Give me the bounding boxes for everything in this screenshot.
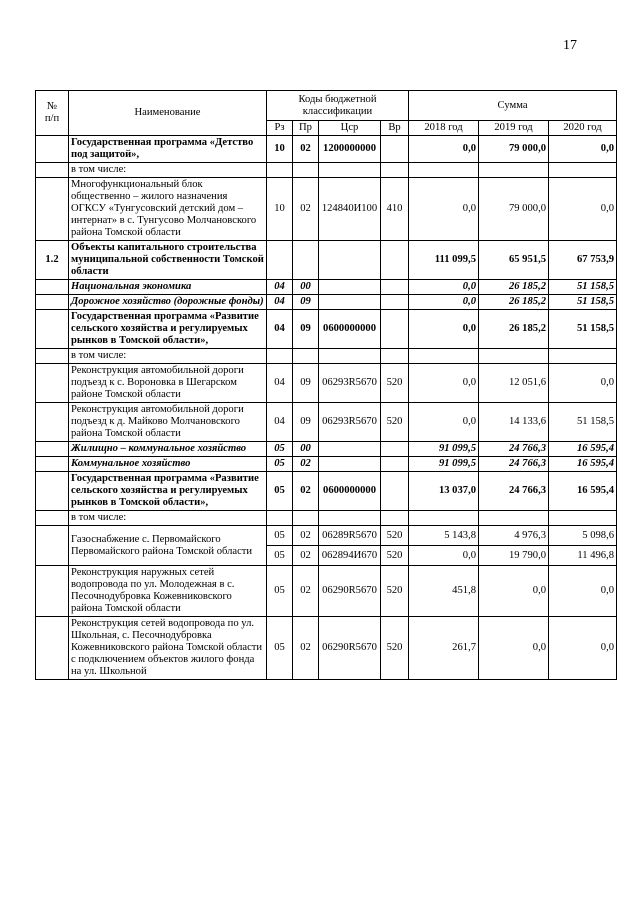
row-rz: 05	[267, 457, 293, 472]
row-name: Объекты капитального строительства муниципальной собственности Томской области	[69, 241, 267, 280]
header-2018: 2018 год	[409, 121, 479, 136]
row-sum-2019: 14 133,6	[479, 403, 549, 442]
row-csr: 0600000000	[319, 472, 381, 511]
row-number	[36, 280, 69, 295]
row-sum-2018: 0,0	[409, 546, 479, 566]
row-vr	[381, 457, 409, 472]
header-vr: Вр	[381, 121, 409, 136]
row-pr: 02	[293, 617, 319, 680]
row-sum-2020: 0,0	[549, 178, 617, 241]
row-name: в том числе:	[69, 163, 267, 178]
row-sum-2019: 19 790,0	[479, 546, 549, 566]
row-sum-2019: 26 185,2	[479, 310, 549, 349]
row-csr	[319, 442, 381, 457]
row-sum-2019: 79 000,0	[479, 178, 549, 241]
row-number	[36, 136, 69, 163]
row-sum-2018: 0,0	[409, 295, 479, 310]
row-vr: 520	[381, 526, 409, 546]
row-csr	[319, 241, 381, 280]
row-vr	[381, 295, 409, 310]
row-name: Жилищно – коммунальное хозяйство	[69, 442, 267, 457]
row-rz	[267, 511, 293, 526]
row-vr	[381, 280, 409, 295]
row-vr	[381, 442, 409, 457]
row-vr	[381, 511, 409, 526]
row-rz: 04	[267, 295, 293, 310]
row-csr: 06290R5670	[319, 566, 381, 617]
row-number	[36, 364, 69, 403]
row-sum-2018: 0,0	[409, 178, 479, 241]
row-sum-2019: 24 766,3	[479, 457, 549, 472]
row-number	[36, 163, 69, 178]
row-sum-2020: 67 753,9	[549, 241, 617, 280]
row-pr	[293, 241, 319, 280]
row-rz: 05	[267, 442, 293, 457]
row-csr: 06290R5670	[319, 617, 381, 680]
row-pr: 02	[293, 136, 319, 163]
table-row	[36, 442, 617, 457]
page-number: 17	[563, 38, 577, 53]
row-rz: 10	[267, 178, 293, 241]
row-csr: 06293R5670	[319, 364, 381, 403]
row-vr	[381, 310, 409, 349]
row-rz: 05	[267, 472, 293, 511]
row-csr: 06293R5670	[319, 403, 381, 442]
row-sum-2020	[549, 163, 617, 178]
row-vr	[381, 163, 409, 178]
row-sum-2018: 0,0	[409, 364, 479, 403]
row-csr: 062894И670	[319, 546, 381, 566]
row-sum-2019: 12 051,6	[479, 364, 549, 403]
row-number	[36, 566, 69, 617]
budget-table	[35, 90, 617, 680]
row-pr: 09	[293, 295, 319, 310]
row-number: 1.2	[36, 241, 69, 280]
row-csr: 1200000000	[319, 136, 381, 163]
row-sum-2018: 0,0	[409, 310, 479, 349]
table-row	[36, 136, 617, 163]
row-name: в том числе:	[69, 349, 267, 364]
row-pr: 09	[293, 310, 319, 349]
row-pr	[293, 163, 319, 178]
row-sum-2020: 16 595,4	[549, 472, 617, 511]
row-name: Дорожное хозяйство (дорожные фонды)	[69, 295, 267, 310]
row-number	[36, 442, 69, 457]
table-row	[36, 241, 617, 280]
row-number	[36, 403, 69, 442]
row-sum-2018: 13 037,0	[409, 472, 479, 511]
row-sum-2020: 16 595,4	[549, 442, 617, 457]
row-sum-2019	[479, 163, 549, 178]
row-pr: 02	[293, 546, 319, 566]
row-name: Государственная программа «Детство под защитой»,	[69, 136, 267, 163]
row-name: Многофункциональный блок общественно – жилого назначения ОГКСУ «Тунгусовский детский дом – интернат» в с. Тунгусово Молчановского района Томской области	[69, 178, 267, 241]
row-number	[36, 349, 69, 364]
row-rz: 10	[267, 136, 293, 163]
row-sum-2018: 91 099,5	[409, 442, 479, 457]
table-row	[36, 511, 617, 526]
row-sum-2020: 0,0	[549, 364, 617, 403]
row-sum-2019: 0,0	[479, 566, 549, 617]
row-rz	[267, 163, 293, 178]
row-name: Газоснабжение с. Первомайского Первомайского района Томской области	[69, 526, 267, 566]
row-sum-2018: 91 099,5	[409, 457, 479, 472]
row-sum-2019: 65 951,5	[479, 241, 549, 280]
row-sum-2019: 4 976,3	[479, 526, 549, 546]
row-sum-2020: 5 098,6	[549, 526, 617, 546]
row-rz: 04	[267, 280, 293, 295]
table-row	[36, 457, 617, 472]
row-sum-2018	[409, 511, 479, 526]
row-csr	[319, 295, 381, 310]
row-csr: 06289R5670	[319, 526, 381, 546]
header-rz: Рз	[267, 121, 293, 136]
row-pr	[293, 349, 319, 364]
row-rz	[267, 349, 293, 364]
row-sum-2018	[409, 349, 479, 364]
row-name: Государственная программа «Развитие сельского хозяйства и регулируемых рынков в Томской области»,	[69, 310, 267, 349]
row-pr: 00	[293, 280, 319, 295]
row-sum-2018: 261,7	[409, 617, 479, 680]
row-sum-2019	[479, 349, 549, 364]
row-number	[36, 295, 69, 310]
header-2019: 2019 год	[479, 121, 549, 136]
table-row	[36, 403, 617, 442]
row-vr: 520	[381, 364, 409, 403]
table-row	[36, 526, 617, 546]
header-name: Наименование	[69, 91, 267, 136]
row-sum-2018: 0,0	[409, 136, 479, 163]
row-sum-2020: 0,0	[549, 136, 617, 163]
table-row	[36, 310, 617, 349]
row-rz	[267, 241, 293, 280]
row-csr	[319, 163, 381, 178]
table-row	[36, 472, 617, 511]
row-sum-2020: 51 158,5	[549, 295, 617, 310]
table-row	[36, 280, 617, 295]
row-pr: 02	[293, 178, 319, 241]
row-sum-2019: 24 766,3	[479, 472, 549, 511]
row-name: Реконструкция наружных сетей водопровода по ул. Молодежная в с. Песочнодубровка Кожевниковского района Томской области	[69, 566, 267, 617]
row-vr	[381, 472, 409, 511]
row-vr	[381, 241, 409, 280]
row-sum-2018: 111 099,5	[409, 241, 479, 280]
row-number	[36, 472, 69, 511]
row-sum-2020: 51 158,5	[549, 280, 617, 295]
table-row	[36, 566, 617, 617]
row-sum-2019	[479, 511, 549, 526]
header-2020: 2020 год	[549, 121, 617, 136]
header-codes: Коды бюджетной классификации	[267, 91, 409, 121]
row-sum-2020: 16 595,4	[549, 457, 617, 472]
row-pr: 09	[293, 403, 319, 442]
row-number	[36, 310, 69, 349]
row-csr	[319, 280, 381, 295]
row-name: в том числе:	[69, 511, 267, 526]
row-sum-2019: 26 185,2	[479, 295, 549, 310]
row-name: Коммунальное хозяйство	[69, 457, 267, 472]
row-number	[36, 526, 69, 566]
row-csr: 0600000000	[319, 310, 381, 349]
header-num: № п/п	[36, 91, 69, 136]
row-pr: 02	[293, 526, 319, 546]
row-pr: 00	[293, 442, 319, 457]
row-name: Государственная программа «Развитие сельского хозяйства и регулируемых рынков в Томской области»,	[69, 472, 267, 511]
row-sum-2019: 26 185,2	[479, 280, 549, 295]
row-pr: 02	[293, 566, 319, 617]
row-vr	[381, 136, 409, 163]
row-sum-2020	[549, 349, 617, 364]
row-sum-2020: 0,0	[549, 617, 617, 680]
row-sum-2018: 0,0	[409, 403, 479, 442]
table-row	[36, 178, 617, 241]
header-sum: Сумма	[409, 91, 617, 121]
row-vr: 520	[381, 546, 409, 566]
row-csr	[319, 457, 381, 472]
row-sum-2019: 24 766,3	[479, 442, 549, 457]
row-name: Реконструкция сетей водопровода по ул. Школьная, с. Песочнодубровка Кожевниковского района Томской области с подключением объектов жилого фонда на ул. Школьной	[69, 617, 267, 680]
header-pr: Пр	[293, 121, 319, 136]
row-rz: 05	[267, 566, 293, 617]
row-sum-2018: 5 143,8	[409, 526, 479, 546]
row-vr: 520	[381, 403, 409, 442]
table-row	[36, 349, 617, 364]
table-row	[36, 295, 617, 310]
row-rz: 04	[267, 364, 293, 403]
row-sum-2019: 79 000,0	[479, 136, 549, 163]
row-sum-2018	[409, 163, 479, 178]
header-csr: Цср	[319, 121, 381, 136]
row-pr: 02	[293, 472, 319, 511]
row-pr: 09	[293, 364, 319, 403]
row-rz: 05	[267, 546, 293, 566]
row-rz: 04	[267, 310, 293, 349]
row-sum-2019: 0,0	[479, 617, 549, 680]
row-name: Реконструкция автомобильной дороги подъезд к д. Майково Молчановского района Томской области	[69, 403, 267, 442]
row-sum-2018: 451,8	[409, 566, 479, 617]
row-pr: 02	[293, 457, 319, 472]
row-name: Реконструкция автомобильной дороги подъезд к с. Вороновка в Шегарском районе Томской области	[69, 364, 267, 403]
row-sum-2018: 0,0	[409, 280, 479, 295]
row-rz: 05	[267, 526, 293, 546]
row-sum-2020: 11 496,8	[549, 546, 617, 566]
row-number	[36, 511, 69, 526]
table-row	[36, 364, 617, 403]
row-number	[36, 457, 69, 472]
row-csr: 124840И100	[319, 178, 381, 241]
row-pr	[293, 511, 319, 526]
row-vr: 410	[381, 178, 409, 241]
row-csr	[319, 349, 381, 364]
row-vr: 520	[381, 617, 409, 680]
row-number	[36, 617, 69, 680]
table-row	[36, 163, 617, 178]
row-name: Национальная экономика	[69, 280, 267, 295]
row-sum-2020: 0,0	[549, 566, 617, 617]
row-vr	[381, 349, 409, 364]
row-csr	[319, 511, 381, 526]
table-row	[36, 617, 617, 680]
row-rz: 04	[267, 403, 293, 442]
row-sum-2020: 51 158,5	[549, 310, 617, 349]
row-number	[36, 178, 69, 241]
row-rz: 05	[267, 617, 293, 680]
row-sum-2020: 51 158,5	[549, 403, 617, 442]
row-sum-2020	[549, 511, 617, 526]
row-vr: 520	[381, 566, 409, 617]
